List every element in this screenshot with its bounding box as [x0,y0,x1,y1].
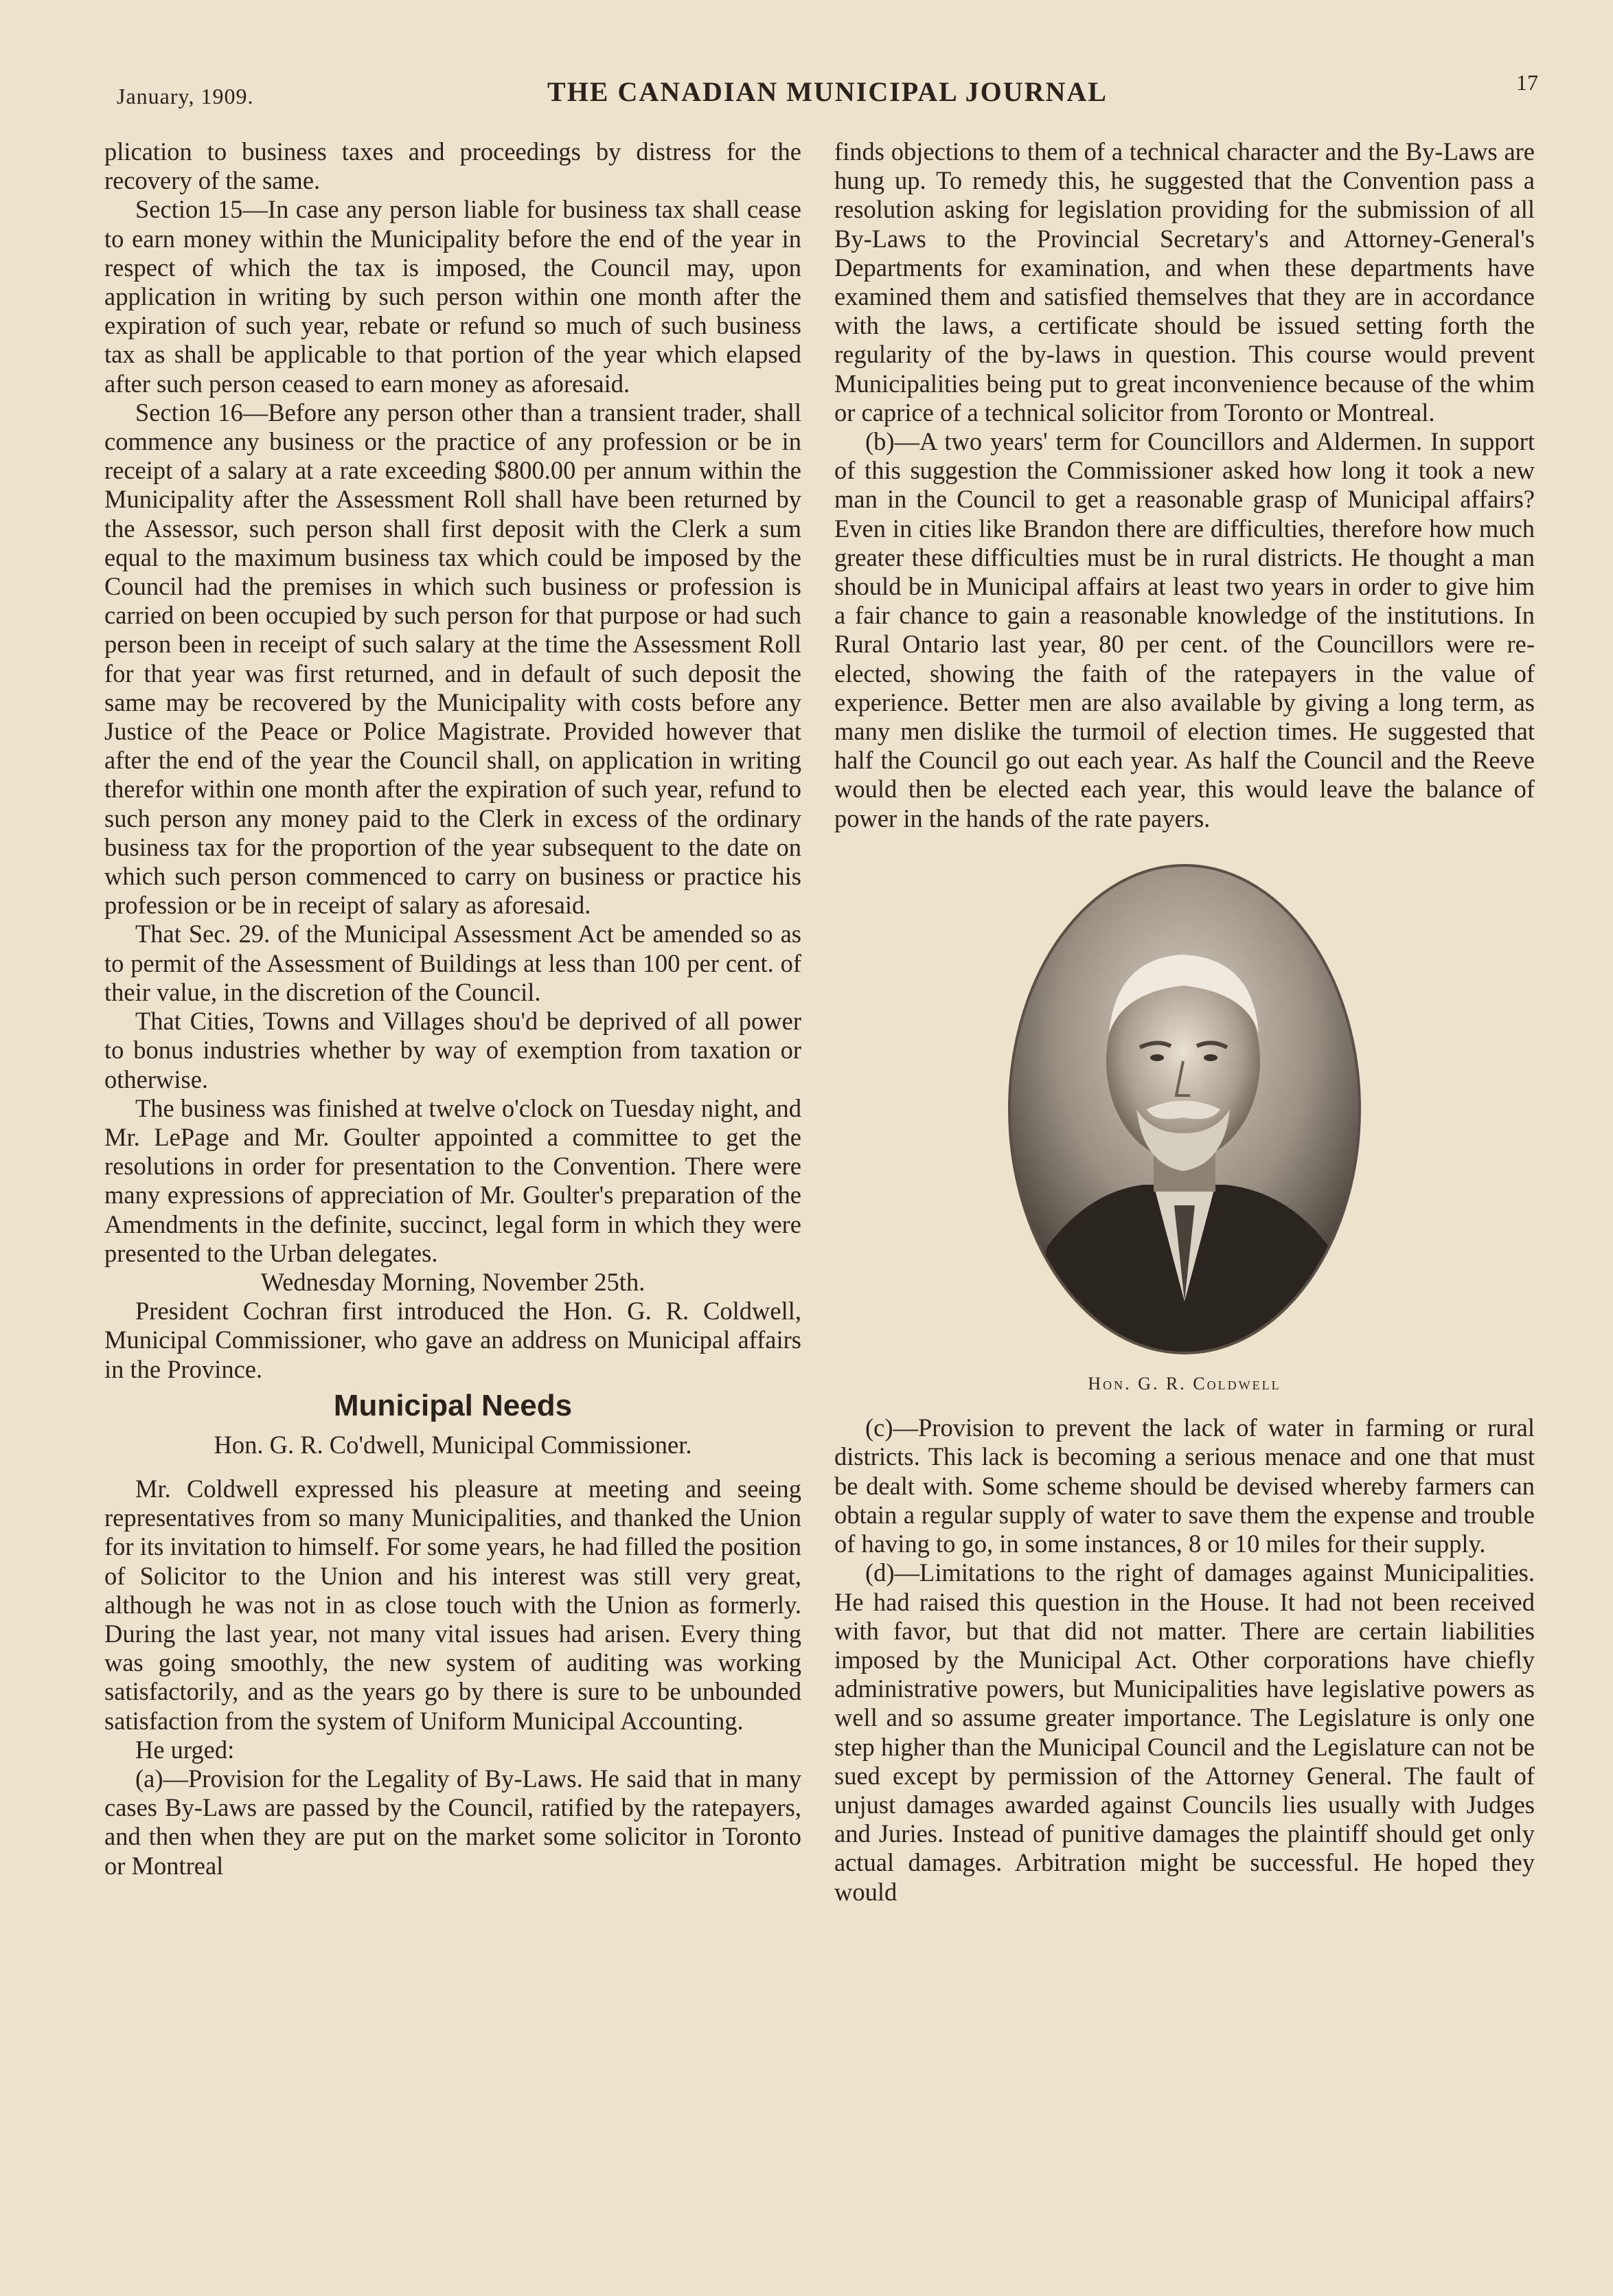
session-heading: Wednesday Morning, November 25th. [260,1267,645,1296]
page-header [117,70,1538,117]
paragraph: (c)—Provision to prevent the lack of water in farming or rural districts. This lack is becoming a serious menace and one that must be dealt with. Some scheme should be devised whereby farmers can obtain a regular supply of water to save them the expense and trouble of having to go, in some instances, 8 or 10 miles for their supply. [834,1413,1535,1558]
paragraph: The business was finished at twelve o'clock on Tuesday night, and Mr. LePage and Mr. Goulter appointed a committee to get the resolutions in order for presentation to the Convention. There were many expressions of appreciation of Mr. Goulter's preparation of the Amendments in the definite, succinct, legal form in which they were presented to the Urban delegates. [104,1093,801,1267]
paragraph: (b)—A two years' term for Councillors and Aldermen. In support of this suggestion the Commissioner asked how long it took a new man in the Council to get a reasonable grasp of Municipal affairs? Even in cities like Brandon there are difficulties, therefore how much greater these difficulties must be in rural districts. He thought a man should be in Municipal affairs at least two years in order to give him a fair chance to gain a reasonable knowledge of the institutions. In Rural Ontario last year, 80 per cent. of the Councillors were re-elected, showing the faith of the ratepayers in the value of experience. Better men are also available by giving a long term, as many men dislike the turmoil of election times. He suggested that half the Council go out each year. As half the Council and the Reeve would then be elected each year, this would leave the balance of power in the hands of the rate payers. [834,427,1535,832]
right-column [834,137,1535,1907]
paragraph: That Cities, Towns and Villages shou'd be deprived of all power to bonus industries whether by way of exemption from taxation or otherwise. [104,1007,801,1093]
paragraph: (d)—Limitations to the right of damages against Municipalities. He had raised this question in the House. It had not been received with favor, but that did not matter. There are certain liabilities imposed by the Municipal Act. Other corporations have chiefly administrative powers, but Municipalities have legislative powers as well and so assume greater importance. The Legislature is only one step higher than the Municipal Council and the Legislature can not be sued except by permission of the Attorney General. The fault of unjust damages awarded against Councils lies usually with Judges and Juries. Instead of punitive damages the plaintiff should get only actual damages. Arbitration might be successful. He hoped they would [834,1558,1535,1906]
paragraph: (a)—Provision for the Legality of By-Laws. He said that in many cases By-Laws are passed by the Council, ratified by the ratepayers, and then when they are put on the market some solicitor in Toronto or Montreal [104,1764,801,1880]
byline: Hon. G. R. Co'dwell, Municipal Commissioner. [214,1430,692,1459]
journal-title: THE CANADIAN MUNICIPAL JOURNAL [547,76,1108,107]
portrait-photo-icon [1006,862,1363,1356]
issue-date: January, 1909. [117,84,254,109]
intro-paragraph: President Cochran first introduced the Hon. G. R. Coldwell, Municipal Commissioner, who gave an address on Municipal affairs in the Province. [104,1297,801,1383]
paragraph: That Sec. 29. of the Municipal Assessment Act be amended so as to permit of the Assessment of Buildings at less than 100 per cent. of their value, in the discretion of the Council. [104,920,801,1006]
portrait-caption: Hon. G. R. Coldwell [1088,1374,1281,1394]
paragraph: plication to business taxes and proceedings by distress for the recovery of the same. [104,137,801,195]
paragraph: finds objections to them of a technical character and the By-Laws are hung up. To remedy this, he suggested that the Convention pass a resolution asking for legislation providing for the submission of all By-Laws to the Provincial Secretary's and Attorney-General's Departments for examination, and when these departments have examined them and satisfied themselves that they are in accordance with the laws, a certificate should be issued setting forth the regularity of the by-laws in question. This course would prevent Municipalities being put to great inconvenience because of the whim or caprice of a technical solicitor from Toronto or Montreal. [834,137,1535,427]
right-column-continuation [834,1413,1535,1906]
paragraph-section-15: Section 15—In case any person liable for business tax shall cease to earn money within the Municipality before the end of the year in respect of which the tax is imposed, the Council may, upon application in writing by such person within one month after the expiration of such year, rebate or refund so much of such business tax as shall be applicable to that portion of the year which elapsed after such person ceased to earn money as aforesaid. [104,195,801,398]
paragraph: He urged: [135,1735,235,1764]
paragraph: Mr. Coldwell expressed his pleasure at meeting and seeing representatives from so many Municipalities, and thanked the Union for its invitation to himself. For some years, he had filled the position of Solicitor to the Union and his interest was still very great, although he was not in as close touch with the Union as formerly. During the last year, not many vital issues had arisen. Every thing was going smoothly, the new system of auditing was working satisfactorily, and as the years go by there is sure to be unbounded satisfaction from the system of Uniform Municipal Accounting. [104,1474,801,1735]
paragraph-section-16: Section 16—Before any person other than a transient trader, shall commence any business or the practice of any profession or be in receipt of a salary at a rate exceeding $800.00 per annum within the Municipality after the Assessment Roll shall have been returned by the Assessor, such person shall first deposit with the Clerk a sum equal to the maximum business tax which could be imposed by the Council had the premises in which such business or profession is carried on been occupied by such person for that purpose or had such person been in receipt of such salary at the time the Assessment Roll for that year was first returned, and in default of such deposit the same may be recovered by the Municipality with costs before any Justice of the Peace or Police Magistrate. Provided however that after the end of the year the Council shall, on application in writing therefor within one month after the expiration of such year, refund to such person any money paid to the Clerk in excess of the ordinary business tax for the proportion of the year subsequent to the date on which such person commenced to carry on business or practice his profession or be in receipt of salary as aforesaid. [104,398,801,920]
section-title: Municipal Needs [333,1388,573,1422]
page-number: 17 [1516,70,1538,95]
portrait-figure [834,862,1535,1363]
left-column [104,137,801,1880]
